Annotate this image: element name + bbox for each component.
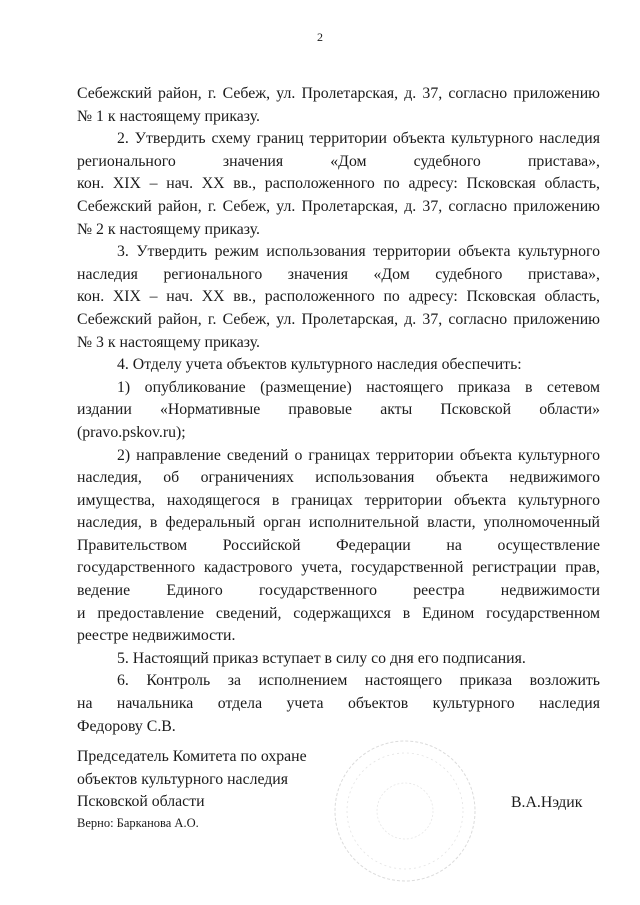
body-text-line: (pravo.pskov.ru); <box>77 423 186 441</box>
body-text-line: 2) направление сведений о границах территории объекта культурного <box>117 446 600 464</box>
body-text-line: Федорову С.В. <box>77 717 176 735</box>
body-text-line: 3. Утвердить режим использования территории объекта культурного <box>117 243 600 261</box>
body-text-line: ведение Единого государственного реестра недвижимости <box>77 582 600 600</box>
body-text-line: государственного кадастрового учета, государственной регистрации прав, <box>77 559 600 577</box>
body-text-line: 2. Утвердить схему границ территории объекта культурного наследия <box>117 130 600 148</box>
body-text-line: реестре недвижимости. <box>77 627 236 645</box>
body-text-line: 4. Отделу учета объектов культурного наследия обеспечить: <box>117 356 522 374</box>
signature-block <box>77 746 307 832</box>
body-text-line: кон. XIX – нач. XX вв., расположенного по адресу: Псковская область, <box>77 175 600 193</box>
page-number: 2 <box>317 30 323 44</box>
verified-by-note: Верно: Барканова А.О. <box>77 815 199 830</box>
body-text-line: Правительством Российской Федерации на осуществление <box>77 536 600 554</box>
body-text-line: издании «Нормативные правовые акты Псковской области» <box>77 401 600 419</box>
signer-position-line: Псковской области <box>77 793 205 811</box>
body-text-line: наследия регионального значения «Дом судебного пристава», <box>77 265 600 283</box>
body-text-line: кон. XIX – нач. XX вв., расположенного по адресу: Псковская область, <box>77 288 600 306</box>
body-text-line: Себежский район, г. Себеж, ул. Пролетарская, д. 37, согласно приложению <box>77 310 600 328</box>
body-text-line: Себежский район, г. Себеж, ул. Пролетарская, д. 37, согласно приложению <box>77 197 600 215</box>
body-text-line: Себежский район, г. Себеж, ул. Пролетарская, д. 37, согласно приложению <box>77 85 600 102</box>
seal-stamp <box>330 736 480 886</box>
body-text-line: № 1 к настоящему приказу. <box>77 107 260 125</box>
order-body <box>77 83 600 738</box>
body-text-line: 1) опубликование (размещение) настоящего приказа в сетевом <box>117 378 600 396</box>
signer-position-line: Председатель Комитета по охране <box>77 748 307 765</box>
body-text-line: наследия, в федеральный орган исполнительной власти, уполномоченный <box>77 514 600 532</box>
body-text-line: 5. Настоящий приказ вступает в силу со дня его подписания. <box>117 649 526 667</box>
body-text-line: 6. Контроль за исполнением настоящего приказа возложить <box>117 672 600 690</box>
signer-position-line: объектов культурного наследия <box>77 770 289 788</box>
body-text-line: наследия, об ограничениях использования объекта недвижимого <box>77 469 600 487</box>
signer-name: В.А.Нэдик <box>511 794 583 811</box>
body-text-line: № 3 к настоящему приказу. <box>77 333 260 351</box>
body-text-line: регионального значения «Дом судебного пристава», <box>77 152 600 170</box>
body-text-line: и предоставление сведений, содержащихся в Едином государственном <box>77 604 600 622</box>
body-text-line: на начальника отдела учета объектов культурного наследия <box>77 695 600 713</box>
body-text-line: имущества, находящегося в границах территории объекта культурного <box>77 491 600 509</box>
body-text-line: № 2 к настоящему приказу. <box>77 220 260 238</box>
